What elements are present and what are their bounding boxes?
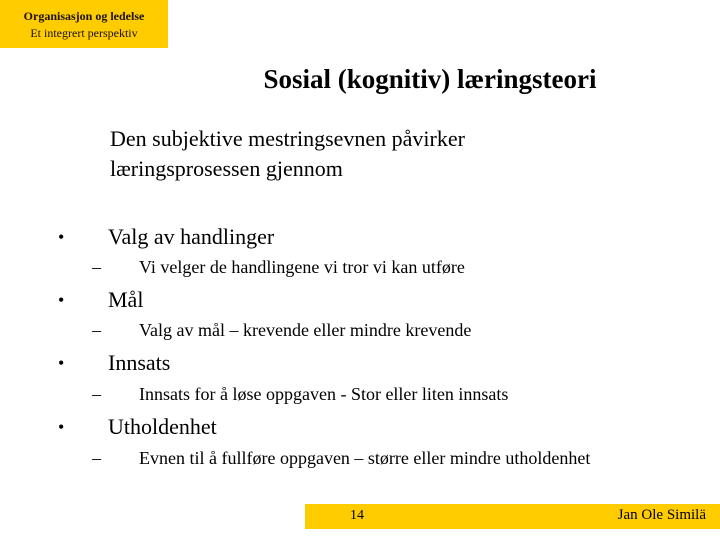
dash-icon: – — [92, 448, 101, 468]
bullet-label: Mål — [108, 287, 144, 312]
dash-icon: – — [92, 257, 101, 277]
dash-icon: – — [92, 320, 101, 340]
bullet-label: Innsats — [108, 350, 171, 375]
sub-bullet-label: Innsats for å løse oppgaven - Stor eller liten innsats — [139, 384, 509, 404]
dash-icon: – — [92, 384, 101, 404]
bullet-icon: • — [58, 290, 65, 310]
bullet-icon: • — [58, 227, 65, 247]
footer-author: Jan Ole Similä — [617, 507, 706, 523]
intro-line-2: læringsprosessen gjennom — [110, 156, 343, 181]
sub-bullet-label: Vi velger de handlingene vi tror vi kan utføre — [139, 257, 465, 277]
sub-bullet-label: Valg av mål – krevende eller mindre krevende — [139, 320, 472, 340]
bullet-label: Utholdenhet — [108, 414, 217, 439]
page-number: 14 — [350, 508, 364, 523]
header-title: Organisasjon og ledelse — [23, 9, 145, 23]
intro-line-1: Den subjektive mestringsevnen påvirker — [110, 126, 465, 151]
slide-title: Sosial (kognitiv) læringsteori — [263, 64, 597, 94]
sub-bullet-label: Evnen til å fullføre oppgaven – større eller mindre utholdenhet — [139, 448, 591, 468]
header-banner — [0, 0, 168, 48]
bullet-label: Valg av handlinger — [108, 224, 275, 249]
footer-bar — [305, 504, 720, 529]
intro-text — [110, 124, 530, 184]
header-subtitle: Et integrert perspektiv — [30, 26, 138, 40]
bullet-icon: • — [58, 353, 65, 373]
bullet-icon: • — [58, 417, 65, 437]
